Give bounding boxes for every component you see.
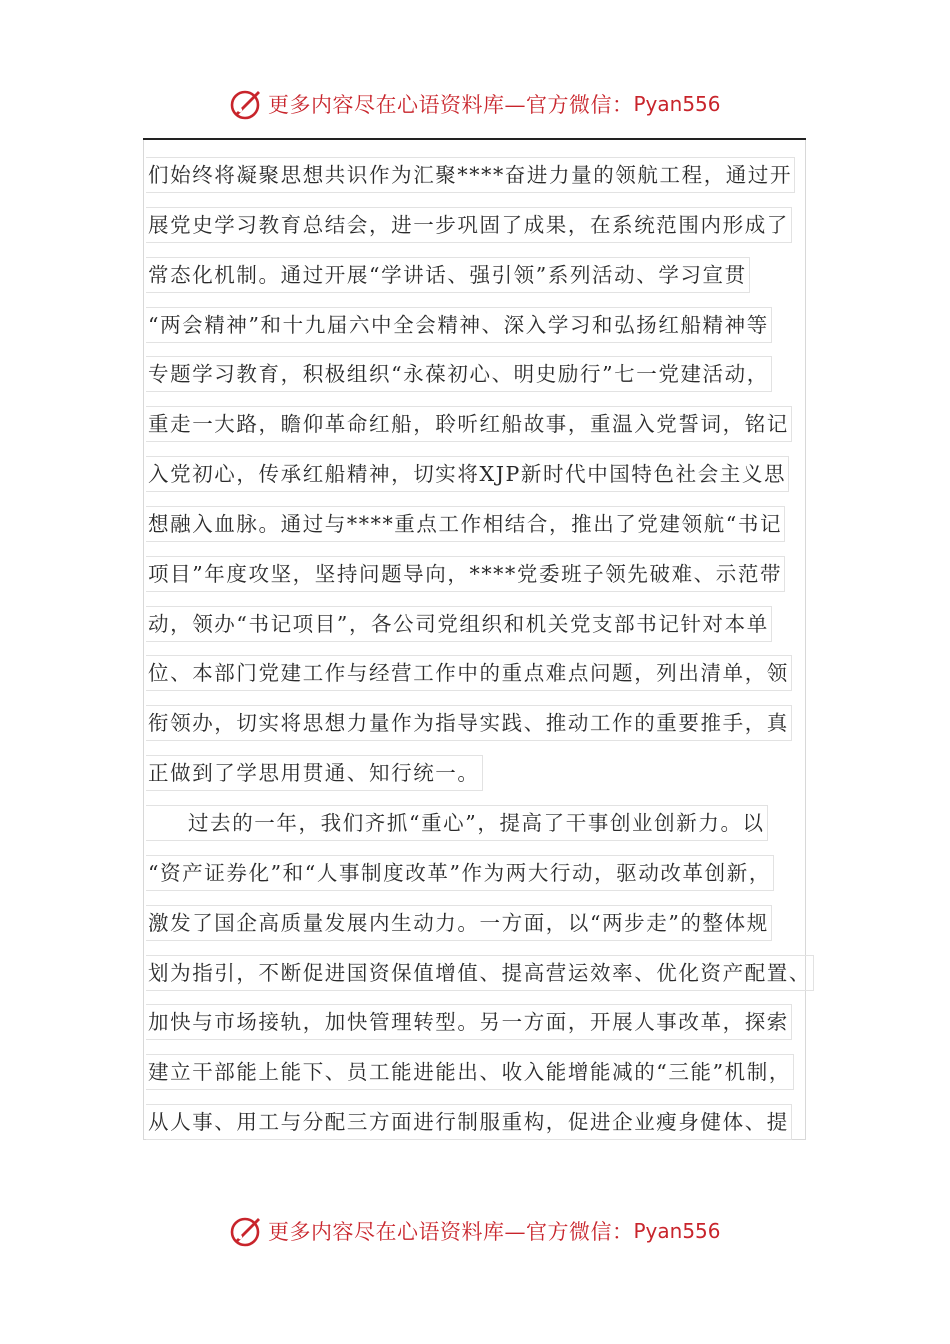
pen-logo-icon bbox=[228, 1213, 264, 1249]
text-line: “资产证券化”和“人事制度改革”作为两大行动，驱动改革创新， bbox=[146, 848, 806, 898]
footer-banner bbox=[0, 1207, 950, 1255]
text-line: 衔领办，切实将思想力量作为指导实践、推动工作的重要推手，真 bbox=[146, 698, 806, 748]
document-body bbox=[146, 150, 811, 1147]
text-line: 想融入血脉。通过与****重点工作相结合，推出了党建领航“书记 bbox=[146, 499, 806, 549]
text-line: 正做到了学思用贯通、知行统一。 bbox=[146, 748, 806, 798]
text-line: “两会精神”和十九届六中全会精神、深入学习和弘扬红船精神等 bbox=[146, 300, 806, 350]
header-banner-id: Pyan556 bbox=[633, 92, 721, 116]
text-line: 激发了国企高质量发展内生动力。一方面，以“两步走”的整体规 bbox=[146, 898, 806, 948]
text-line: 位、本部门党建工作与经营工作中的重点难点问题，列出清单，领 bbox=[146, 648, 806, 698]
paragraph-start-line: 过去的一年，我们齐抓“重心”，提高了干事创业创新力。以 bbox=[146, 798, 806, 848]
text-line: 划为指引，不断促进国资保值增值、提高营运效率、优化资产配置、 bbox=[146, 948, 806, 998]
text-line: 们始终将凝聚思想共识作为汇聚****奋进力量的领航工程，通过开 bbox=[146, 150, 806, 200]
text-line: 建立干部能上能下、员工能进能出、收入能增能减的“三能”机制， bbox=[146, 1047, 806, 1097]
text-line: 常态化机制。通过开展“学讲话、强引领”系列活动、学习宣贯 bbox=[146, 250, 806, 300]
text-line: 从人事、用工与分配三方面进行制服重构，促进企业瘦身健体、提 bbox=[146, 1097, 806, 1147]
pen-logo-icon bbox=[228, 86, 264, 122]
text-line: 项目”年度攻坚，坚持问题导向，****党委班子领先破难、示范带 bbox=[146, 549, 806, 599]
header-banner bbox=[0, 80, 950, 128]
text-line: 入党初心，传承红船精神，切实将XJP新时代中国特色社会主义思 bbox=[146, 449, 806, 499]
text-line: 展党史学习教育总结会，进一步巩固了成果，在系统范围内形成了 bbox=[146, 200, 806, 250]
text-line: 加快与市场接轨，加快管理转型。另一方面，开展人事改革，探索 bbox=[146, 997, 806, 1047]
text-line: 重走一大路，瞻仰革命红船，聆听红船故事，重温入党誓词，铭记 bbox=[146, 399, 806, 449]
text-line: 动，领办“书记项目”，各公司党组织和机关党支部书记针对本单 bbox=[146, 599, 806, 649]
text-line: 专题学习教育，积极组织“永葆初心、明史励行”七一党建活动， bbox=[146, 349, 806, 399]
footer-banner-id: Pyan556 bbox=[633, 1219, 721, 1243]
footer-banner-text: 更多内容尽在心语资料库—官方微信： bbox=[268, 1220, 634, 1244]
header-banner-text: 更多内容尽在心语资料库—官方微信： bbox=[268, 93, 634, 117]
